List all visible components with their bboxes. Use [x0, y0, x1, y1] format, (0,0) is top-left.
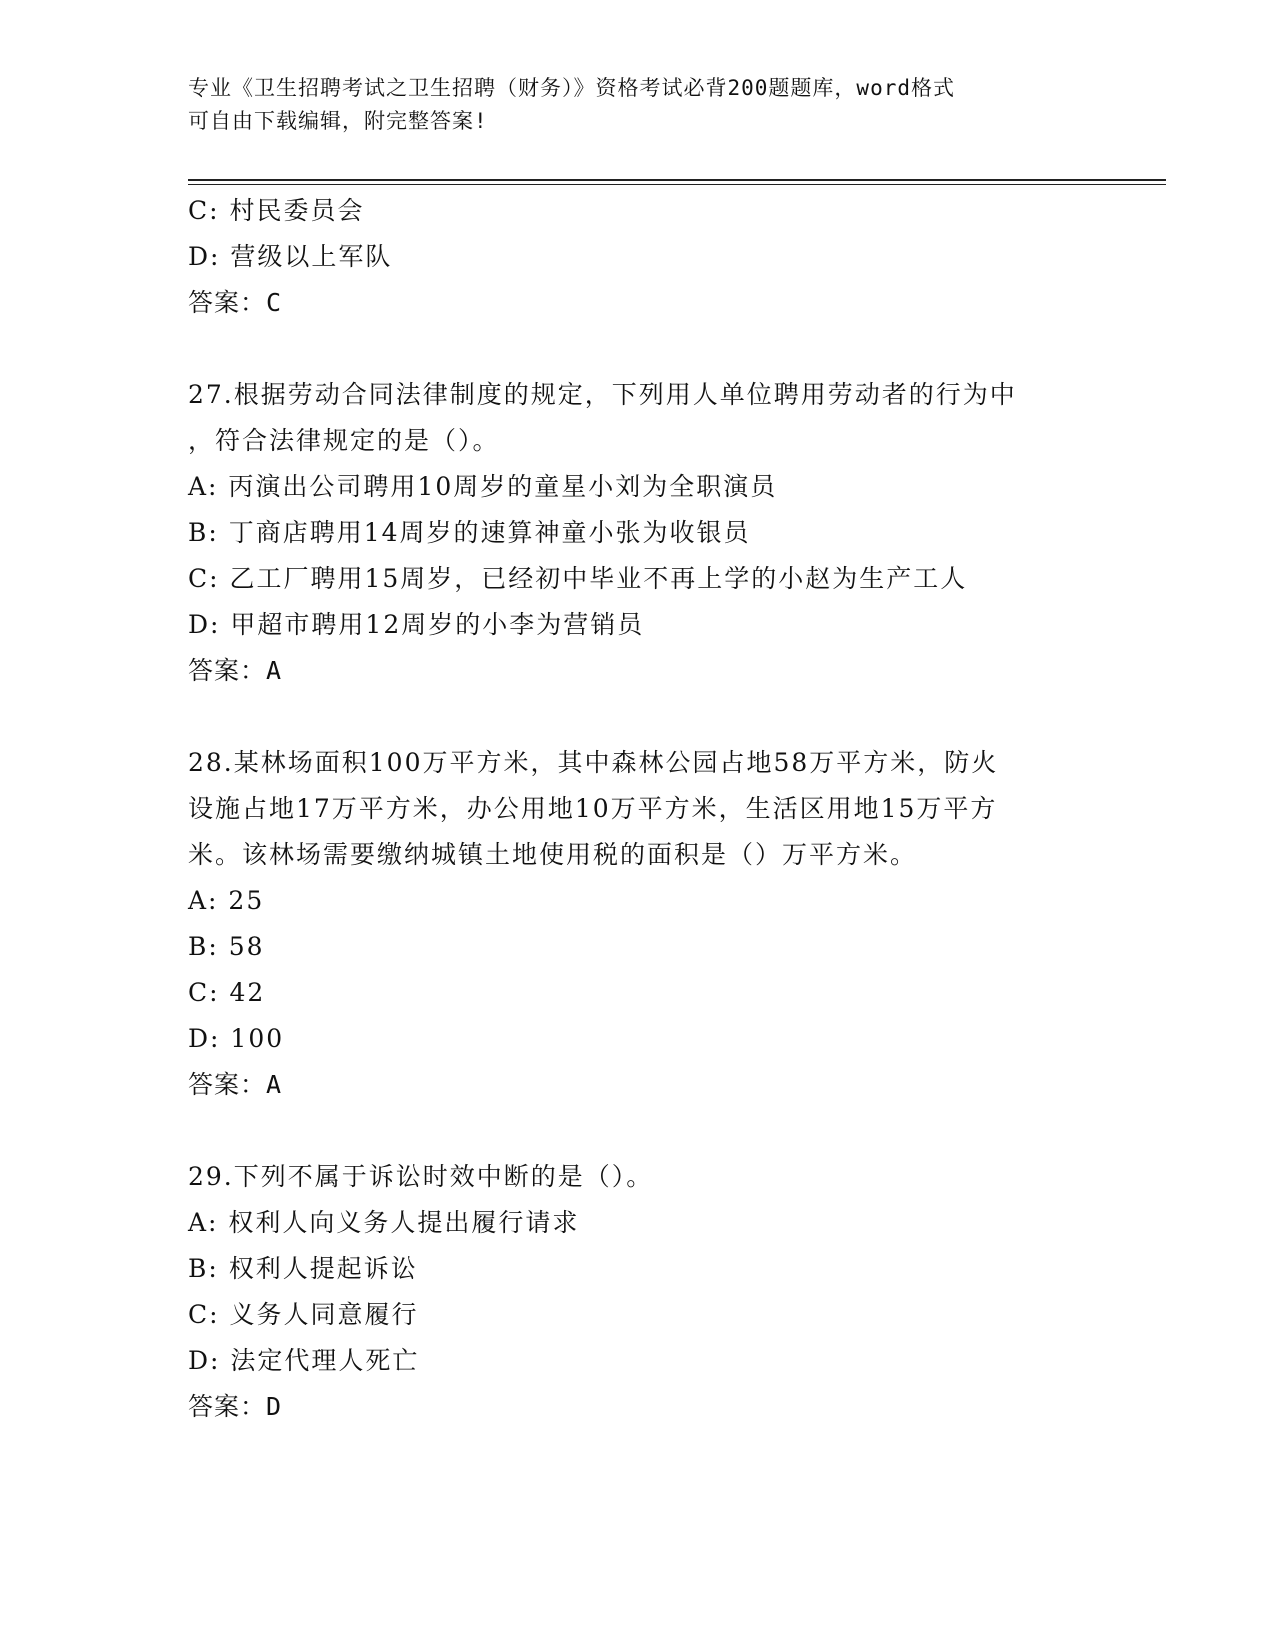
option-c: C: 村民委员会: [188, 196, 365, 225]
header-subtitle-line: 可自由下载编辑，附完整答案!: [188, 109, 488, 133]
spacer: [188, 1108, 1088, 1154]
question-29: [188, 1154, 1088, 1430]
option-b: B: 58: [188, 932, 265, 961]
header-divider-thin: [188, 184, 1166, 185]
previous-question-tail: [188, 188, 1088, 326]
option-d: D: 法定代理人死亡: [188, 1346, 420, 1375]
header-title-line: 专业《卫生招聘考试之卫生招聘（财务）》资格考试必背200题题库，word格式: [188, 76, 955, 100]
option-c: C: 42: [188, 978, 266, 1007]
option-b: B: 丁商店聘用14周岁的速算神童小张为收银员: [188, 518, 751, 547]
option-c: C: 乙工厂聘用15周岁，已经初中毕业不再上学的小赵为生产工人: [188, 564, 968, 593]
question-stem-line: 28.某林场面积100万平方米，其中森林公园占地58万平方米，防火: [188, 748, 999, 777]
option-a: A: 丙演出公司聘用10周岁的童星小刘为全职演员: [188, 472, 778, 501]
document-body: [188, 188, 1088, 1430]
option-a: A: 权利人向义务人提出履行请求: [188, 1208, 580, 1237]
spacer: [188, 694, 1088, 740]
answer-line: 答案：A: [188, 656, 283, 685]
answer-line: 答案：A: [188, 1070, 283, 1099]
answer-line: 答案：C: [188, 288, 283, 317]
question-stem-line: ，符合法律规定的是（）。: [188, 426, 500, 455]
document-header: [188, 72, 1088, 138]
header-divider: [188, 179, 1166, 181]
option-d: D: 营级以上军队: [188, 242, 393, 271]
option-a: A: 25: [188, 886, 265, 915]
question-28: [188, 740, 1088, 1108]
question-stem-line: 27.根据劳动合同法律制度的规定，下列用人单位聘用劳动者的行为中: [188, 380, 1017, 409]
option-b: B: 权利人提起诉讼: [188, 1254, 418, 1283]
option-d: D: 甲超市聘用12周岁的小李为营销员: [188, 610, 645, 639]
question-stem-line: 设施占地17万平方米，办公用地10万平方米，生活区用地15万平方: [188, 794, 998, 823]
option-d: D: 100: [188, 1024, 285, 1053]
question-stem-line: 米。该林场需要缴纳城镇土地使用税的面积是（）万平方米。: [188, 840, 918, 869]
question-27: [188, 372, 1088, 694]
question-stem-line: 29.下列不属于诉讼时效中断的是（）。: [188, 1162, 654, 1191]
answer-line: 答案：D: [188, 1392, 283, 1421]
spacer: [188, 326, 1088, 372]
option-c: C: 义务人同意履行: [188, 1300, 419, 1329]
